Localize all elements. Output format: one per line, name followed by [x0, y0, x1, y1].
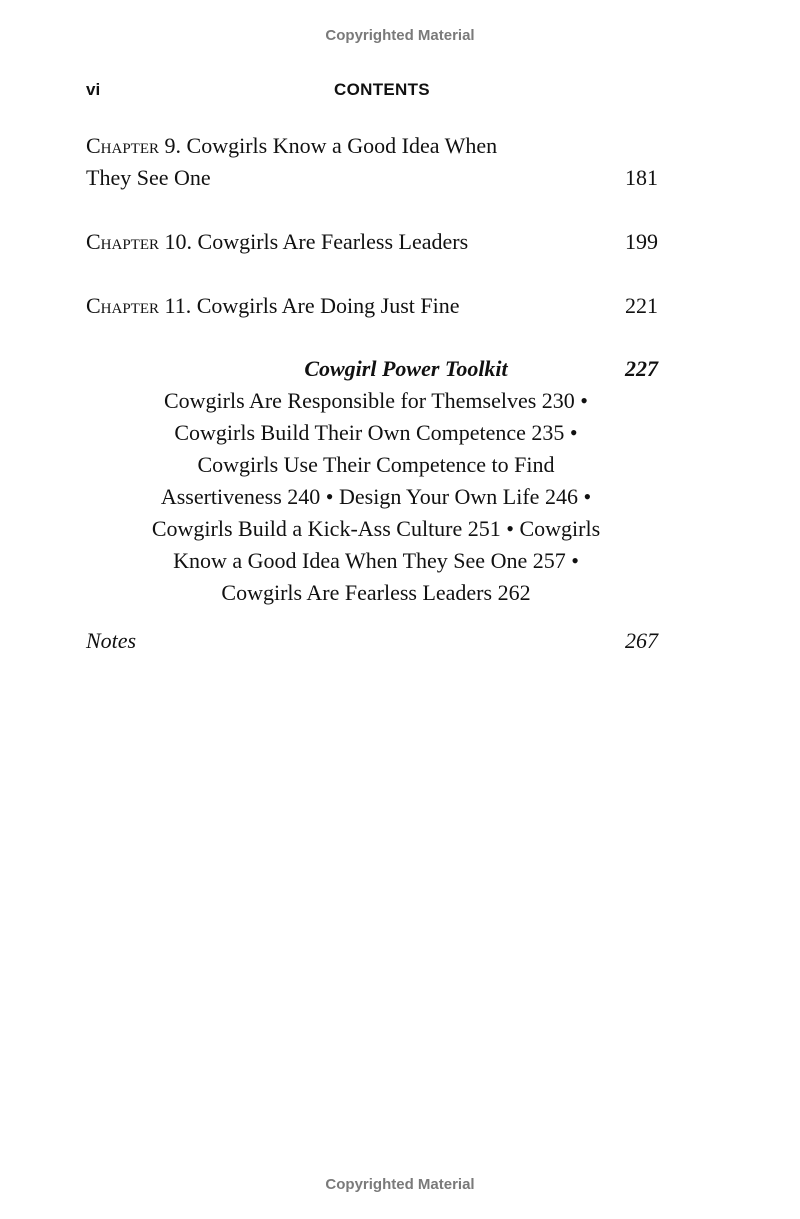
chapter-title-line2: They See One: [86, 165, 211, 190]
chapter-number: 10.: [164, 229, 193, 254]
chapter-label: Chapter: [86, 229, 160, 254]
toc-entry-notes: [86, 625, 658, 657]
chapter-label: Chapter: [86, 293, 160, 318]
page-number: 227: [625, 356, 658, 381]
page-folio: vi: [86, 80, 101, 99]
page-number: 181: [625, 165, 658, 190]
toolkit-title: Cowgirl Power Toolkit: [304, 356, 508, 381]
notes-title: Notes: [86, 628, 137, 653]
toc-entry-chapter-10: [86, 226, 658, 258]
toc-entry-title: [86, 226, 658, 258]
chapter-number: 9.: [164, 133, 182, 158]
chapter-title: Cowgirls Are Fearless Leaders: [197, 229, 469, 254]
page-number: 267: [625, 628, 658, 653]
toc-entry-chapter-11: [86, 290, 658, 322]
toolkit-line: Cowgirls Build Their Own Competence 235 •: [174, 420, 578, 445]
chapter-title-line1: Cowgirls Know a Good Idea When: [186, 133, 498, 158]
toc-entry-title: [86, 130, 658, 194]
chapter-title: Cowgirls Are Doing Just Fine: [196, 293, 460, 318]
copyright-watermark-top: Copyrighted Material: [325, 27, 475, 44]
toolkit-line: Cowgirls Use Their Competence to Find: [197, 452, 555, 477]
chapter-label: Chapter: [86, 133, 160, 158]
page-number: 199: [625, 229, 658, 254]
toolkit-line: Cowgirls Are Fearless Leaders 262: [221, 580, 531, 605]
toolkit-line: Cowgirls Are Responsible for Themselves 230 •: [163, 388, 589, 413]
toolkit-line: Assertiveness 240 • Design Your Own Life 246 •: [160, 484, 592, 509]
toc-entry-chapter-9: [86, 130, 658, 194]
toolkit-line: Know a Good Idea When They See One 257 •: [173, 548, 579, 573]
toolkit-line: Cowgirls Build a Kick-Ass Culture 251 • Cowgirls: [151, 516, 601, 541]
toc-entry-toolkit: [86, 353, 658, 609]
copyright-watermark-bottom: Copyrighted Material: [325, 1176, 475, 1193]
toolkit-sections: [126, 385, 626, 609]
running-head: CONTENTS: [334, 80, 430, 99]
table-of-contents: [86, 130, 658, 657]
chapter-number: 11.: [164, 293, 192, 318]
toc-entry-title: [86, 290, 658, 322]
page-number: 221: [625, 293, 658, 318]
